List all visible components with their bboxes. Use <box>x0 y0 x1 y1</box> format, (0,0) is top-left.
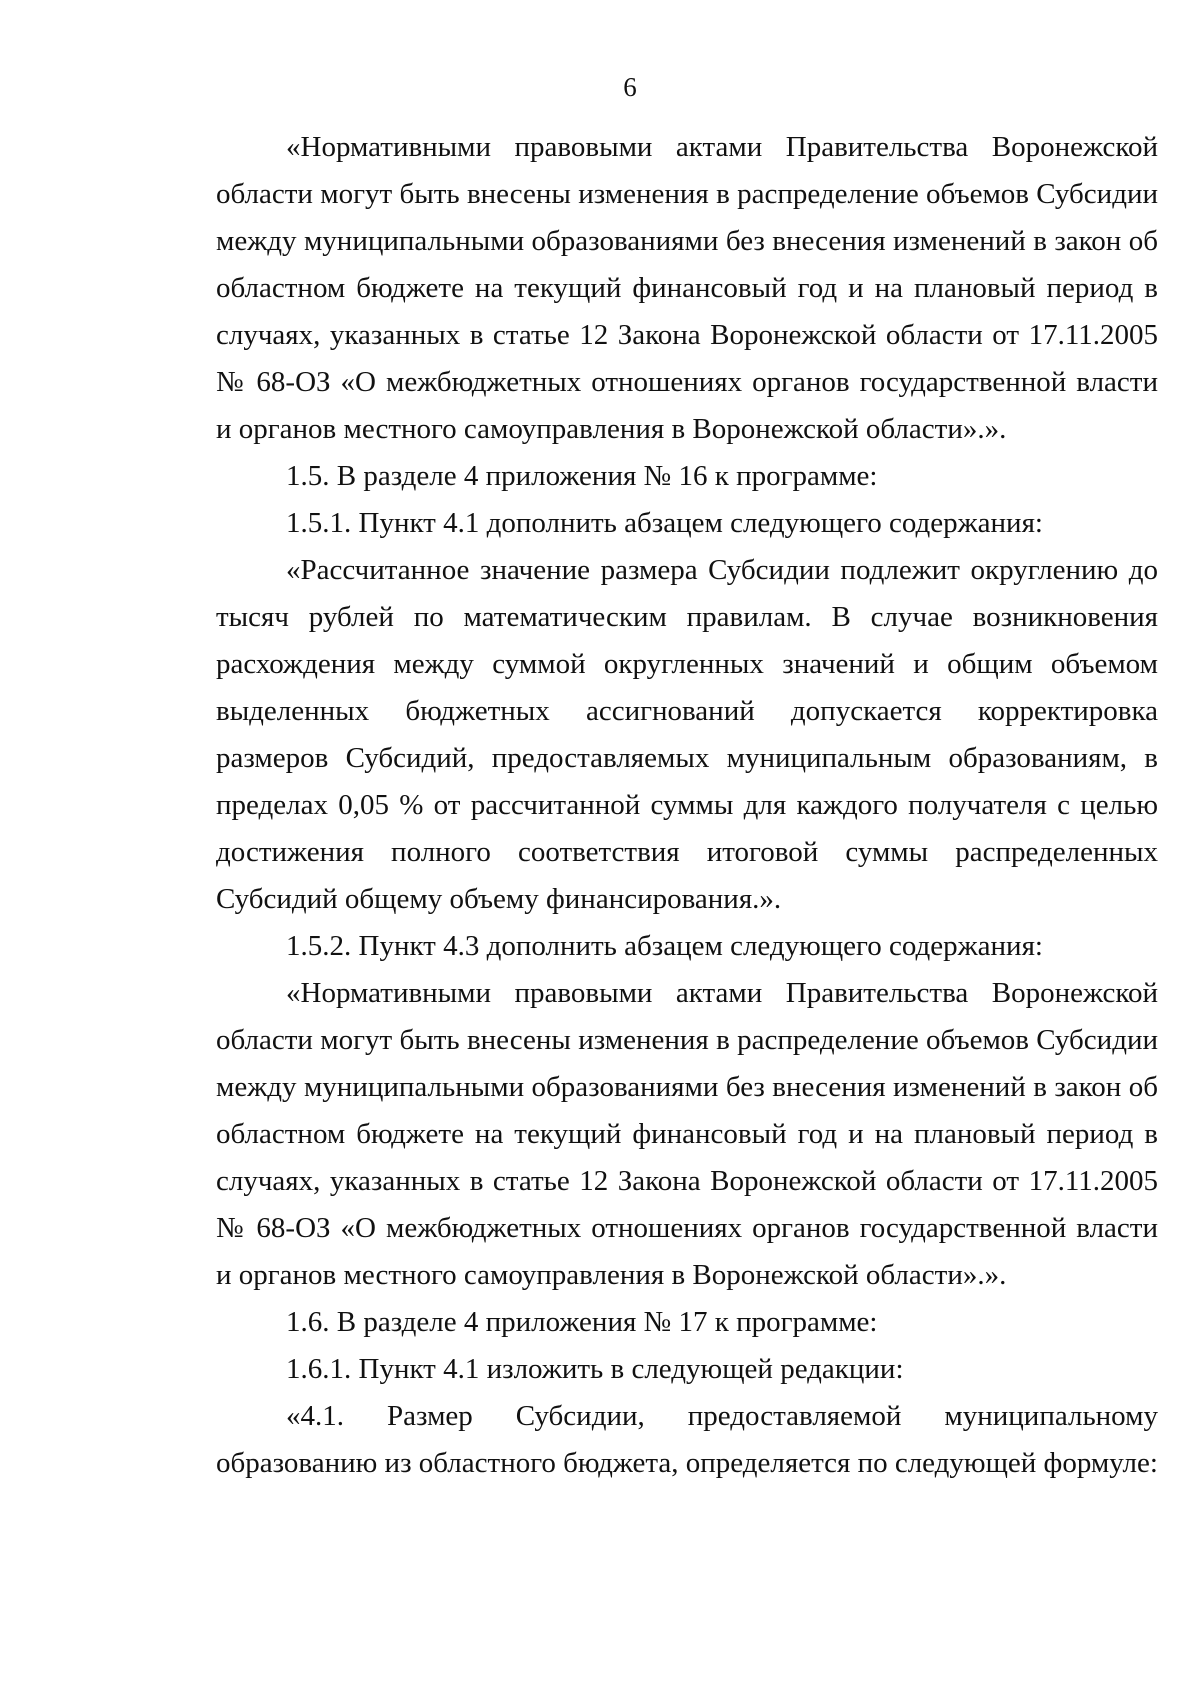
paragraph-normative-acts-2: «Нормативными правовыми актами Правительства Воронежской области могут быть внесены изменения в распределение объемов Субсидии между муниципальными образованиями без внесения изменений в закон об областном бюджете на текущий финансовый год и на плановый период в случаях, указанных в статье 12 Закона Воронежской области от 17.11.2005 № 68-ОЗ «О межбюджетных отношениях органов государственной власти и органов местного самоуправления в Воронежской области».». <box>216 977 1158 1291</box>
paragraph-rounding-rule: «Рассчитанное значение размера Субсидии подлежит округлению до тысяч рублей по математическим правилам. В случае возникновения расхождения между суммой округленных значений и общим объемом выделенных бюджетных ассигнований допускается корректировка размеров Субсидий, предоставляемых муниципальным образованиям, в пределах 0,05 % от рассчитанной суммы для каждого получателя с целью достижения полного соответствия итоговой суммы распределенных Субсидий общему объему финансирования.». <box>216 554 1158 915</box>
document-body <box>216 124 1158 1487</box>
paragraph-section-1-5-2: 1.5.2. Пункт 4.3 дополнить абзацем следующего содержания: <box>286 930 1043 962</box>
paragraph-section-1-5-1: 1.5.1. Пункт 4.1 дополнить абзацем следующего содержания: <box>286 507 1043 539</box>
paragraph-section-1-6: 1.6. В разделе 4 приложения № 17 к программе: <box>286 1306 878 1338</box>
paragraph-normative-acts-1: «Нормативными правовыми актами Правительства Воронежской области могут быть внесены изменения в распределение объемов Субсидии между муниципальными образованиями без внесения изменений в закон об областном бюджете на текущий финансовый год и на плановый период в случаях, указанных в статье 12 Закона Воронежской области от 17.11.2005 № 68-ОЗ «О межбюджетных отношениях органов государственной власти и органов местного самоуправления в Воронежской области».». <box>216 131 1158 445</box>
paragraph-formula-intro: «4.1. Размер Субсидии, предоставляемой муниципальному образованию из областного бюджета, определяется по следующей формуле: <box>216 1400 1158 1479</box>
paragraph-section-1-6-1: 1.6.1. Пункт 4.1 изложить в следующей редакции: <box>286 1353 904 1385</box>
page-number: 6 <box>623 72 637 102</box>
paragraph-section-1-5: 1.5. В разделе 4 приложения № 16 к программе: <box>286 460 878 492</box>
